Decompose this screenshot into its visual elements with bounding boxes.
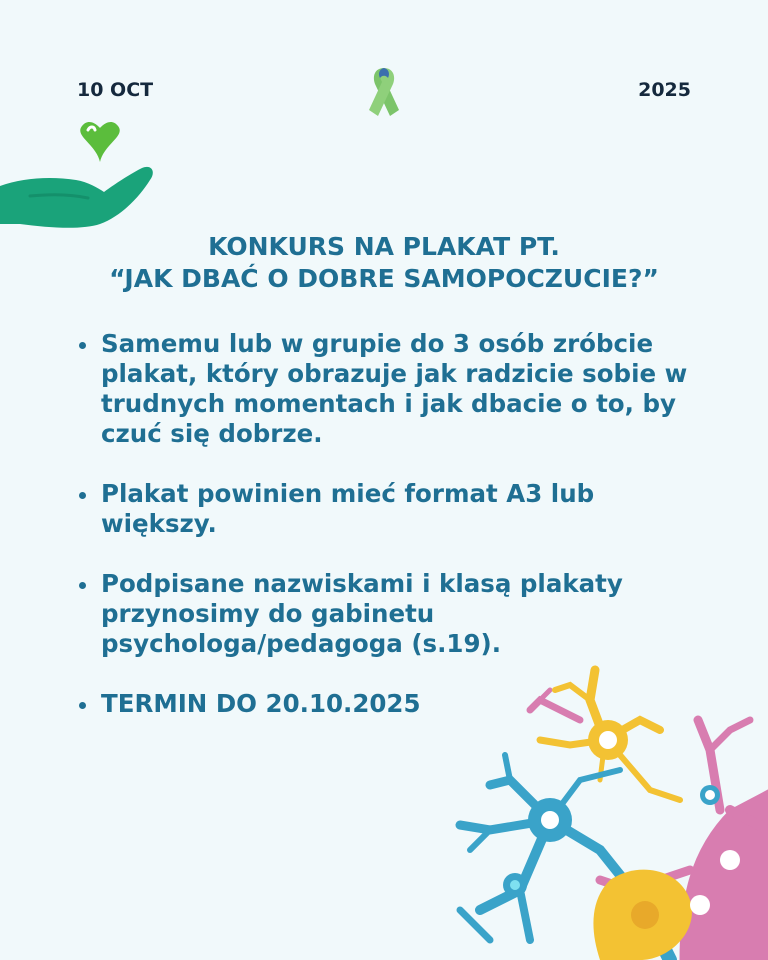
title-line-1: KONKURS NA PLAKAT PT.	[208, 232, 560, 261]
title-line-2: “JAK DBAĆ O DOBRE SAMOPOCZUCIE?”	[109, 264, 659, 293]
date-label: 10 OCT	[77, 79, 154, 101]
rule-item-2: Plakat powinien mieć format A3 lub większy.	[73, 479, 713, 539]
neurons-illustration	[430, 660, 768, 960]
rule-item-3: Podpisane nazwiskami i klasą plakaty przynosimy do gabinetu psychologa/pedagoga (s.19).	[73, 569, 713, 659]
page-title	[0, 231, 768, 295]
awareness-ribbon-icon	[359, 62, 409, 118]
hand-with-heart-icon	[0, 114, 158, 232]
year-label: 2025	[638, 79, 691, 101]
rule-item-1: Samemu lub w grupie do 3 osób zróbcie plakat, który obrazuje jak radzicie sobie w trudnych momentach i jak dbacie o to, by czuć się dobrze.	[73, 329, 713, 449]
rule-item-4: TERMIN DO 20.10.2025	[73, 689, 713, 719]
